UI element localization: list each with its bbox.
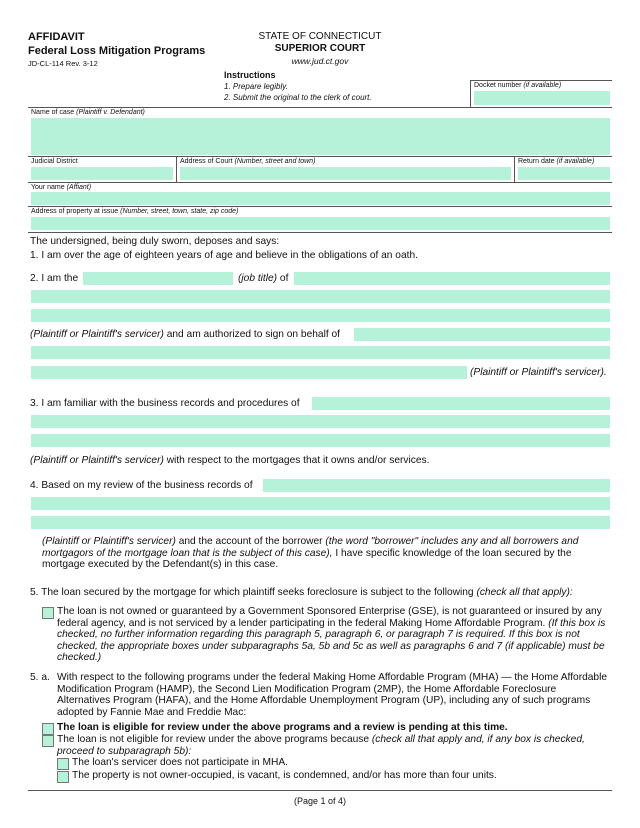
district-divider [176, 156, 177, 182]
return-divider [514, 156, 515, 182]
not-eligible-option-text: The loan is not eligible for review under the above programs because (check all that apply and, if any box is checked, proceed to subparagraph 5b): [57, 734, 585, 757]
behalf-of-field-3[interactable] [31, 366, 467, 379]
servicer-not-mha-checkbox[interactable] [57, 758, 69, 770]
rule-district-top [28, 156, 612, 157]
return-date-field[interactable] [518, 167, 610, 180]
state-name: STATE OF CONNECTICUT [258, 31, 382, 42]
rule-case-top [28, 107, 612, 108]
employer-field-2[interactable] [31, 290, 610, 303]
records-of-field-1[interactable] [312, 397, 610, 410]
court-name: SUPERIOR COURT [274, 43, 366, 54]
not-owner-occupied-text: The property is not owner-occupied, is vacant, is condemned, and/or has more than four units. [72, 770, 497, 781]
page-number: (Page 1 of 4) [293, 796, 347, 806]
item-5a-number: 5. a. [30, 672, 50, 683]
item-4-text: 4. Based on my review of the business records of [30, 480, 253, 491]
item-5-text: 5. The loan secured by the mortgage for which plaintiff seeks foreclosure is subject to the following (check all that apply): [30, 587, 573, 598]
item-1-text: 1. I am over the age of eighteen years of age and believe in the obligations of an oath. [30, 250, 418, 261]
judicial-district-field[interactable] [31, 167, 173, 180]
not-eligible-checkbox[interactable] [42, 735, 54, 747]
docket-divider [470, 80, 471, 107]
docket-top-rule [470, 80, 612, 81]
court-address-field[interactable] [180, 167, 511, 180]
form-subtitle: Federal Loss Mitigation Programs [28, 45, 206, 57]
servicer-label-end: (Plaintiff or Plaintiff's servicer). [470, 367, 607, 378]
instructions-heading: Instructions [224, 70, 276, 80]
records-of-field-2[interactable] [31, 415, 610, 428]
gse-checkbox[interactable] [42, 607, 54, 619]
review-records-field-2[interactable] [31, 497, 610, 510]
docket-number-field[interactable] [474, 91, 610, 105]
review-records-field-1[interactable] [263, 479, 610, 492]
employer-field-3[interactable] [31, 309, 610, 322]
rule-property-top [28, 206, 612, 207]
judicial-district-label: Judicial District [31, 158, 78, 165]
property-address-label: Address of property at issue (Number, street, town, state, zip code) [31, 208, 239, 215]
return-date-label: Return date (if available) [518, 158, 595, 165]
item-2-label: 2. I am the [30, 273, 79, 284]
instruction-step-2: 2. Submit the original to the clerk of court. [224, 93, 372, 102]
item-3-text: 3. I am familiar with the business records and procedures of [30, 398, 300, 409]
footer-rule [28, 790, 612, 791]
eligible-checkbox[interactable] [42, 723, 54, 735]
case-name-field[interactable] [31, 118, 610, 155]
item-5a-text: With respect to the following programs under the federal Making Home Affordable Program (MHA) — the Home Affordable Modification Program (HAMP), the Second Lien Modification Program (2MP), the Home Affordable Foreclosure Alternatives Program (HAFA), and the Home Affordable Unemployment Program (UP), including any of such programs adopted by Fannie Mae and Freddie Mac: [57, 672, 608, 718]
form-id: JD-CL-114 Rev. 3-12 [28, 59, 98, 68]
property-address-field[interactable] [31, 217, 610, 230]
mortgages-text: (Plaintiff or Plaintiff's servicer) with respect to the mortgages that it owns and/or services. [30, 455, 430, 466]
behalf-of-field-1[interactable] [354, 328, 610, 341]
affiant-name-label: Your name (Affiant) [31, 184, 92, 191]
form-title: AFFIDAVIT [28, 31, 85, 43]
authorized-text: (Plaintiff or Plaintiff's servicer) and am authorized to sign on behalf of [30, 329, 341, 340]
job-title-field[interactable] [83, 272, 233, 285]
court-website: www.jud.ct.gov [291, 56, 349, 66]
records-of-field-3[interactable] [31, 434, 610, 447]
rule-property-bottom [28, 232, 612, 233]
court-address-label: Address of Court (Number, street and town) [180, 158, 316, 165]
employer-field-1[interactable] [294, 272, 610, 285]
review-records-field-3[interactable] [31, 516, 610, 529]
rule-name-top [28, 182, 612, 183]
not-owner-occupied-checkbox[interactable] [57, 771, 69, 783]
eligible-option-text: The loan is eligible for review under the above programs and a review is pending at this time. [57, 722, 508, 733]
borrower-account-text: (Plaintiff or Plaintiff's servicer) and the account of the borrower (the word "borrower" includes any and all borrowers and mortgagors of the mortgage loan that is the subject of this case), I have specific knowledge of the loan secured by the mortgage executed by the Defendant(s) in this case. [42, 536, 579, 571]
instruction-step-1: 1. Prepare legibly. [224, 82, 288, 91]
job-title-label: (job title) of [238, 273, 289, 284]
case-name-label: Name of case (Plaintiff v. Defendant) [31, 109, 145, 116]
affiant-name-field[interactable] [31, 192, 610, 205]
servicer-not-mha-text: The loan's servicer does not participate in MHA. [72, 757, 288, 768]
behalf-of-field-2[interactable] [31, 346, 610, 359]
docket-label: Docket number (if available) [474, 82, 562, 89]
intro-text: The undersigned, being duly sworn, deposes and says: [30, 236, 280, 247]
gse-option-text: The loan is not owned or guaranteed by a Government Sponsored Enterprise (GSE), is not guaranteed or insured by any federal agency, and is not serviced by a lender participating in the federal Making Home Affordable Program. (If this box is checked, no further information regarding this paragraph 5, paragraph 6, or paragraph 7 is required. If this box is not checked, the appropriate boxes under subparagraphs 5a, 5b and 5c as well as paragraphs 6 and 7 (if applicable) must be checked.) [57, 606, 606, 664]
